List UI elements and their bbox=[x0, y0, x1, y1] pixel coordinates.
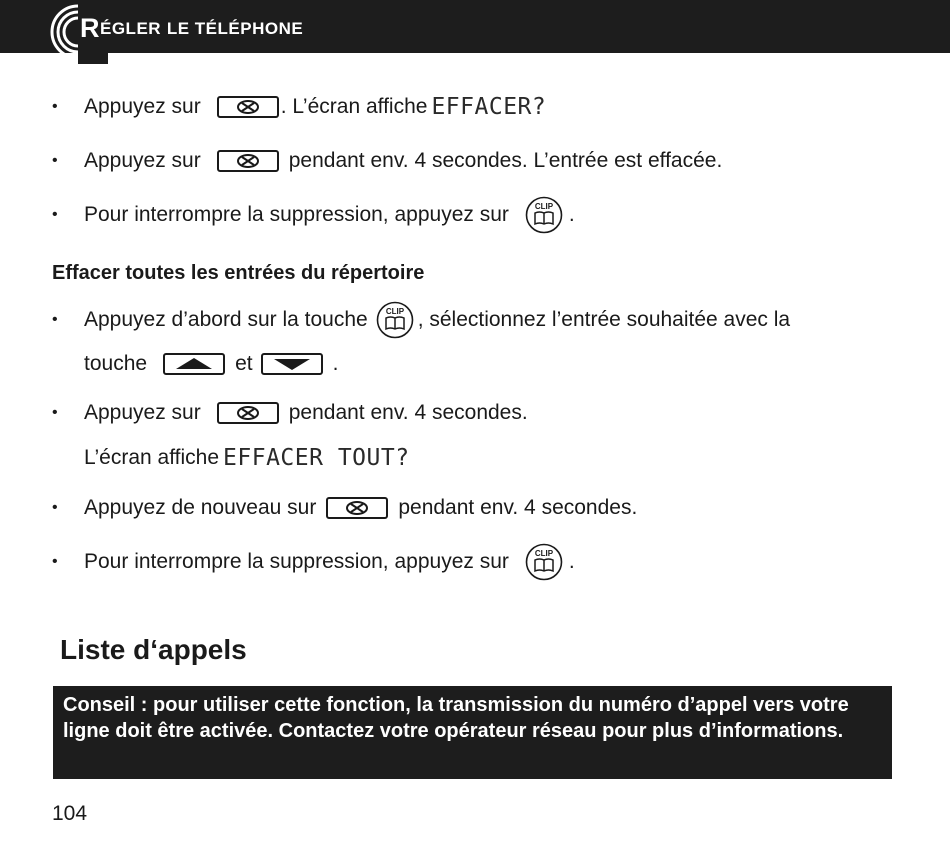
bullet-text-pre: Appuyez sur bbox=[84, 401, 201, 424]
down-arrow-key-icon bbox=[261, 353, 323, 375]
subheading: Effacer toutes les entrées du répertoire bbox=[52, 262, 425, 284]
list-item-continuation bbox=[84, 344, 338, 384]
continuation-text-post: . bbox=[332, 352, 339, 375]
clip-label: CLIP bbox=[534, 202, 554, 211]
clip-phonebook-icon bbox=[525, 543, 563, 581]
bullet-text-pre: Pour interrompre la suppression, appuyez sur bbox=[84, 550, 509, 573]
clip-label: CLIP bbox=[385, 307, 404, 316]
delete-key-icon bbox=[217, 96, 279, 118]
lcd-display-text: EFFACER? bbox=[431, 94, 547, 120]
list-item-continuation bbox=[84, 438, 410, 478]
header-title-cap: R bbox=[80, 13, 100, 43]
bullet-text-pre: Appuyez sur bbox=[84, 95, 201, 118]
bullet: • bbox=[52, 499, 58, 516]
list-item bbox=[52, 195, 575, 235]
list-item bbox=[52, 300, 790, 340]
bullet-text-post: pendant env. 4 secondes. L’entrée est effacée. bbox=[288, 149, 723, 172]
bullet-text-pre: Appuyez de nouveau sur bbox=[84, 496, 317, 519]
bullet-text-pre: Pour interrompre la suppression, appuyez sur bbox=[84, 203, 509, 226]
list-item bbox=[52, 141, 722, 181]
header-title-part1: ÉGLER bbox=[100, 19, 162, 38]
bullet-text-pre: Appuyez d’abord sur la touche bbox=[84, 308, 368, 331]
clip-phonebook-icon bbox=[376, 301, 414, 339]
bullet: • bbox=[52, 98, 58, 115]
delete-key-icon bbox=[217, 150, 279, 172]
page-number: 104 bbox=[52, 802, 88, 825]
section-title: Liste d‘appels bbox=[60, 634, 247, 665]
bullet-text-post: . L’écran affiche bbox=[280, 95, 428, 118]
list-item bbox=[52, 542, 575, 582]
header-title-part2: LE TÉLÉPHONE bbox=[166, 19, 304, 38]
continuation-text: L’écran affiche bbox=[84, 446, 220, 469]
bullet: • bbox=[52, 404, 58, 421]
delete-key-icon bbox=[217, 402, 279, 424]
header-band bbox=[0, 0, 950, 53]
list-item bbox=[52, 87, 546, 127]
bullet-text-post: . bbox=[568, 203, 575, 226]
bullet: • bbox=[52, 553, 58, 570]
clip-phonebook-icon bbox=[525, 196, 563, 234]
bullet: • bbox=[52, 311, 58, 328]
tip-box: Conseil : pour utiliser cette fonction, la transmission du numéro d’appel vers votre ligne doit être activée. Contactez votre opérateur réseau pour plus d’informations. bbox=[53, 686, 892, 779]
list-item bbox=[52, 488, 637, 528]
continuation-text-pre: touche bbox=[84, 352, 148, 375]
clip-label: CLIP bbox=[534, 549, 554, 558]
bullet-text-post: . bbox=[568, 550, 575, 573]
bullet-text-pre: Appuyez sur bbox=[84, 149, 201, 172]
bullet-text-post: pendant env. 4 secondes. bbox=[398, 496, 638, 519]
header-title bbox=[80, 13, 303, 44]
bullet-text-post: pendant env. 4 secondes. bbox=[288, 401, 528, 424]
bullet: • bbox=[52, 152, 58, 169]
delete-key-icon bbox=[326, 497, 388, 519]
bullet: • bbox=[52, 206, 58, 223]
lcd-display-text: EFFACER TOUT? bbox=[223, 445, 410, 471]
list-item bbox=[52, 393, 528, 433]
bullet-text-post: , sélectionnez l’entrée souhaitée avec la bbox=[417, 308, 791, 331]
continuation-text-mid: et bbox=[235, 352, 253, 375]
up-arrow-key-icon bbox=[163, 353, 225, 375]
